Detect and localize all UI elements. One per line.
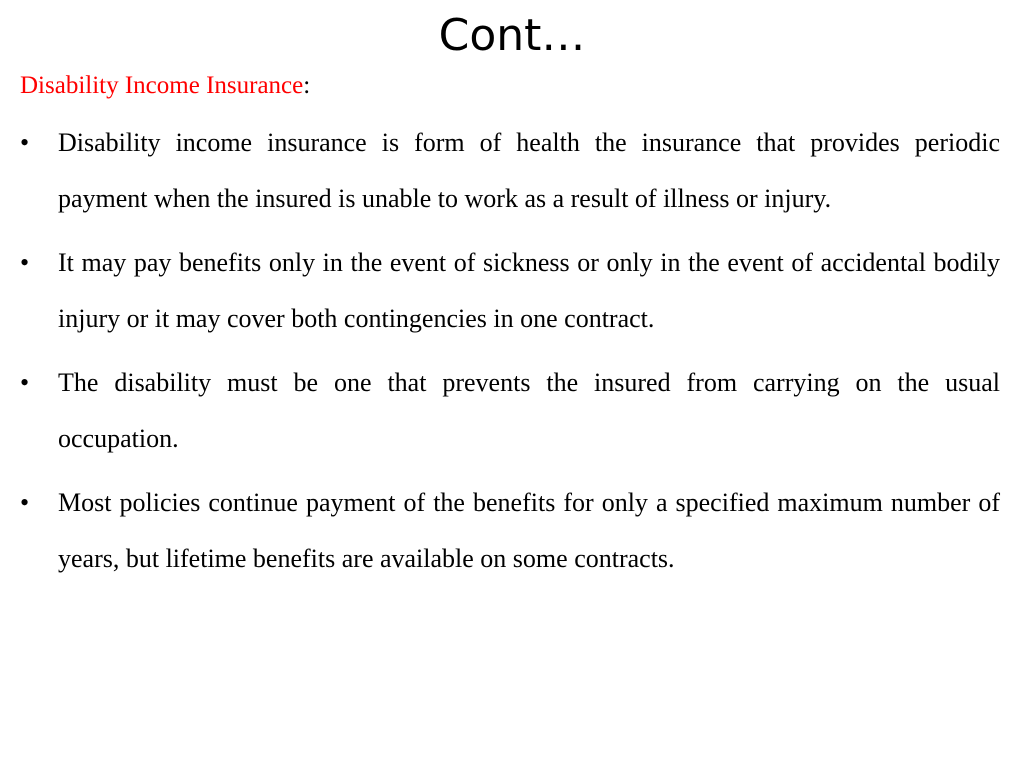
bullet-text: The disability must be one that prevents the insured from carrying on the usual occupation. xyxy=(58,368,1000,453)
bullet-icon: • xyxy=(20,128,30,157)
bullet-icon: • xyxy=(20,368,30,397)
bullet-text: It may pay benefits only in the event of sickness or only in the event of accidental bodily injury or it may cover both contingencies in one contract. xyxy=(58,248,1000,333)
bullet-item xyxy=(20,475,1000,587)
bullet-list xyxy=(20,115,1000,595)
section-heading-colon: : xyxy=(303,72,311,99)
bullet-text: Most policies continue payment of the benefits for only a specified maximum number of years, but lifetime benefits are available on some contracts. xyxy=(58,488,1000,573)
bullet-item xyxy=(20,115,1000,227)
bullet-icon: • xyxy=(20,248,30,277)
slide-title: Cont… xyxy=(438,10,586,61)
bullet-icon: • xyxy=(20,488,30,517)
bullet-item xyxy=(20,235,1000,347)
bullet-item xyxy=(20,355,1000,467)
bullet-text: Disability income insurance is form of health the insurance that provides periodic payment when the insured is unable to work as a result of illness or injury. xyxy=(58,128,1000,213)
section-heading xyxy=(20,68,310,104)
section-heading-label: Disability Income Insurance xyxy=(20,72,304,99)
